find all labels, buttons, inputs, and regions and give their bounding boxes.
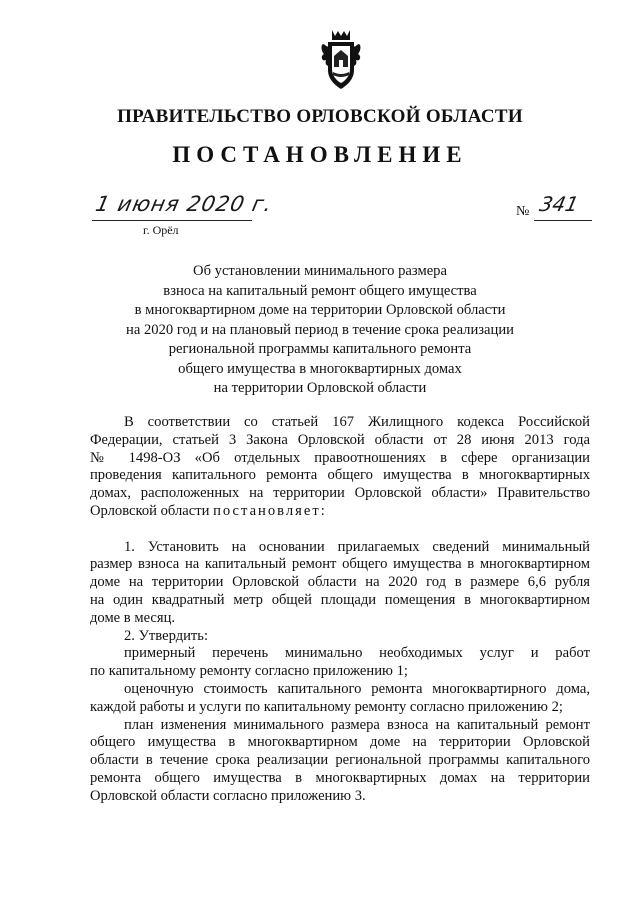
- body-line: области в течение срока реализации региональной программы капитального: [90, 752, 590, 769]
- body-line: примерный перечень минимально необходимых услуг и работ: [124, 645, 590, 662]
- number-sign: №: [516, 204, 530, 219]
- document-body: [90, 414, 590, 806]
- body-line: № 1498-ОЗ «Об отдельных правоотношениях в сфере организации: [90, 449, 590, 466]
- subject-line: в многоквартирном доме на территории Орловской области: [134, 302, 506, 318]
- body-line: проведения капитального ремонта общего имущества в многоквартирных: [90, 467, 590, 484]
- document-type: ПОСТАНОВЛЕНИЕ: [172, 142, 468, 167]
- body-line: Федерации, статьей 3 Закона Орловской области от 28 июня 2013 года: [90, 431, 590, 448]
- body-line: общего имущества в многоквартирном доме на территории Орловской: [90, 734, 590, 751]
- body-text: Орловской области: [90, 502, 210, 519]
- body-line: по капитальному ремонту согласно приложению 1;: [90, 663, 408, 680]
- subject-line: на 2020 год и на плановый период в течение срока реализации: [126, 321, 514, 338]
- document-subject: [100, 262, 540, 399]
- body-line: домах, расположенных на территории Орловской области» Правительство: [90, 485, 590, 502]
- body-line: размер взноса на капитальный ремонт общего имущества в многоквартирном: [90, 556, 590, 573]
- resolve-word: постановляет:: [213, 502, 327, 519]
- body-line: Орловской области согласно приложению 3.: [90, 787, 366, 804]
- body-line: 1. Установить на основании прилагаемых сведений минимальный: [124, 538, 590, 555]
- body-line: 2. Утвердить:: [124, 627, 209, 644]
- body-line: В соответствии со статьей 167 Жилищного кодекса Российской: [124, 414, 590, 430]
- subject-line: взноса на капитальный ремонт общего имущества: [163, 282, 477, 299]
- handwritten-date: 1 июня 2020 г.: [93, 192, 275, 216]
- body-line: доме на территории Орловской области на 2020 год в размере 6,6 рубля: [90, 574, 590, 591]
- body-line: ремонта общего имущества в многоквартирных домах на территории: [90, 769, 590, 786]
- body-line: доме в месяц.: [90, 609, 176, 626]
- body-line: на один квадратный метр общей площади помещения в многоквартирном: [90, 591, 590, 608]
- subject-line: Об установлении минимального размера: [193, 263, 447, 279]
- body-line: каждой работы и услуги по капитальному ремонту согласно приложению 2;: [90, 698, 563, 715]
- paragraph-gap: [90, 521, 590, 539]
- coat-of-arms-emblem: [318, 26, 364, 92]
- body-line: план изменения минимального размера взноса на капитальный ремонт: [124, 716, 590, 733]
- body-line: оценочную стоимость капитального ремонта многоквартирного дома,: [124, 680, 590, 697]
- subject-line: общего имущества в многоквартирных домах: [178, 360, 462, 377]
- subject-line: на территории Орловской области: [213, 380, 427, 396]
- body-line-final: [90, 503, 590, 521]
- city-label: г. Орёл: [143, 223, 179, 237]
- subject-line: региональной программы капитального ремонта: [168, 341, 472, 357]
- government-title: ПРАВИТЕЛЬСТВО ОРЛОВСКОЙ ОБЛАСТИ: [117, 106, 523, 127]
- handwritten-number: 341: [537, 192, 581, 216]
- coat-of-arms-icon: [318, 26, 364, 92]
